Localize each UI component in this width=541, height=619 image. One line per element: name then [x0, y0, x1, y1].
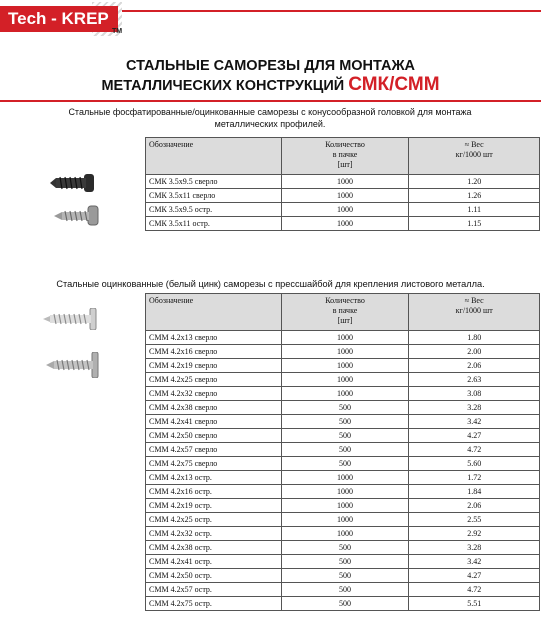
white-zinc-screw-drill-image — [40, 308, 102, 330]
header-quantity-line3: [шт] — [337, 316, 353, 325]
cell-designation: СММ 4.2х13 остр. — [146, 471, 282, 485]
cell-weight: 2.06 — [409, 359, 540, 373]
table-row — [146, 583, 540, 597]
table-row — [146, 471, 540, 485]
smm-spec-table — [145, 293, 540, 611]
cell-weight: 4.72 — [409, 583, 540, 597]
cell-weight: 4.27 — [409, 429, 540, 443]
cell-designation: СММ 4.2х25 остр. — [146, 513, 282, 527]
table-row — [146, 513, 540, 527]
cell-quantity: 1000 — [281, 373, 409, 387]
cell-designation: СМК 3.5х9.5 сверло — [146, 175, 282, 189]
table-header-row — [146, 138, 540, 175]
table-row — [146, 345, 540, 359]
cell-weight: 2.55 — [409, 513, 540, 527]
header-designation: Обозначение — [146, 138, 282, 175]
cell-designation: СММ 4.2х75 сверло — [146, 457, 282, 471]
cell-quantity: 1000 — [281, 485, 409, 499]
header-quantity — [281, 138, 409, 175]
cell-designation: СММ 4.2х38 сверло — [146, 401, 282, 415]
table-row — [146, 485, 540, 499]
table-row — [146, 499, 540, 513]
cell-weight: 1.26 — [409, 189, 540, 203]
cell-quantity: 500 — [281, 583, 409, 597]
header-weight-line1: ≈ Вес — [464, 296, 484, 305]
cell-designation: СММ 4.2х57 остр. — [146, 583, 282, 597]
cell-quantity: 1000 — [281, 189, 409, 203]
cell-quantity: 1000 — [281, 359, 409, 373]
cell-weight: 2.92 — [409, 527, 540, 541]
cell-designation: СММ 4.2х57 сверло — [146, 443, 282, 457]
cell-designation: СММ 4.2х41 остр. — [146, 555, 282, 569]
header-quantity-line2: в пачке — [332, 306, 358, 315]
cell-weight: 3.28 — [409, 541, 540, 555]
title-rule — [0, 100, 541, 102]
table-row — [146, 175, 540, 189]
cell-weight: 1.15 — [409, 217, 540, 231]
header-stripe — [122, 10, 541, 12]
cell-quantity: 1000 — [281, 471, 409, 485]
white-zinc-screw-point-image — [44, 352, 102, 378]
header-quantity-line1: Количество — [325, 140, 365, 149]
cell-weight: 2.00 — [409, 345, 540, 359]
section1-description — [30, 106, 510, 130]
section1-desc-line1: Стальные фосфатированные/оцинкованные саморезы с конусообразной головкой для монтажа — [68, 107, 472, 117]
header-weight-line1: ≈ Вес — [464, 140, 484, 149]
table-row — [146, 555, 540, 569]
table-header-row — [146, 294, 540, 331]
page-title-accent: СМК/СММ — [348, 74, 440, 95]
cell-designation: СММ 4.2х25 сверло — [146, 373, 282, 387]
cell-quantity: 1000 — [281, 499, 409, 513]
cell-weight: 3.42 — [409, 555, 540, 569]
cell-designation: СММ 4.2х41 сверло — [146, 415, 282, 429]
cell-weight: 3.42 — [409, 415, 540, 429]
brand-header — [0, 0, 541, 44]
cell-weight: 2.06 — [409, 499, 540, 513]
table-row — [146, 373, 540, 387]
table-row — [146, 387, 540, 401]
cell-designation: СММ 4.2х16 сверло — [146, 345, 282, 359]
cell-quantity: 500 — [281, 401, 409, 415]
table-row — [146, 527, 540, 541]
cell-weight: 5.51 — [409, 597, 540, 611]
brand-logo: Tech - KREP — [0, 6, 118, 32]
cell-weight: 1.80 — [409, 331, 540, 345]
cell-quantity: 500 — [281, 429, 409, 443]
smm-table-body — [146, 331, 540, 611]
page-title-line2 — [0, 74, 541, 96]
header-quantity-line1: Количество — [325, 296, 365, 305]
cell-designation: СММ 4.2х32 сверло — [146, 387, 282, 401]
table-row — [146, 415, 540, 429]
table-row — [146, 457, 540, 471]
cell-quantity: 1000 — [281, 175, 409, 189]
table-row — [146, 189, 540, 203]
section2-description: Стальные оцинкованные (белый цинк) саморезы с прессшайбой для крепления листового металла. — [56, 279, 485, 289]
cell-quantity: 500 — [281, 457, 409, 471]
cell-designation: СМК 3.5х11 сверло — [146, 189, 282, 203]
cell-quantity: 500 — [281, 597, 409, 611]
cell-quantity: 1000 — [281, 513, 409, 527]
cell-weight: 3.08 — [409, 387, 540, 401]
cell-designation: СММ 4.2х50 остр. — [146, 569, 282, 583]
cell-weight: 5.60 — [409, 457, 540, 471]
page-title-line2-text: МЕТАЛЛИЧЕСКИХ КОНСТРУКЦИЙ — [101, 78, 349, 94]
cell-designation: СММ 4.2х16 остр. — [146, 485, 282, 499]
page-title-line1: СТАЛЬНЫЕ САМОРЕЗЫ ДЛЯ МОНТАЖА — [125, 58, 416, 74]
header-weight-line2: кг/1000 шт — [455, 150, 493, 159]
table-row — [146, 597, 540, 611]
header-quantity-line3: [шт] — [337, 160, 353, 169]
cell-designation: СММ 4.2х75 остр. — [146, 597, 282, 611]
cell-quantity: 1000 — [281, 217, 409, 231]
brand-trademark: TM — [112, 28, 123, 35]
table-row — [146, 541, 540, 555]
cell-quantity: 500 — [281, 555, 409, 569]
header-weight — [409, 138, 540, 175]
cell-quantity: 1000 — [281, 331, 409, 345]
cell-quantity: 500 — [281, 443, 409, 457]
cell-designation: СММ 4.2х32 остр. — [146, 527, 282, 541]
cell-weight: 1.20 — [409, 175, 540, 189]
cell-designation: СММ 4.2х38 остр. — [146, 541, 282, 555]
table-row — [146, 331, 540, 345]
header-designation: Обозначение — [146, 294, 282, 331]
table-row — [146, 443, 540, 457]
cell-quantity: 1000 — [281, 203, 409, 217]
cell-designation: СММ 4.2х13 сверло — [146, 331, 282, 345]
cell-weight: 3.28 — [409, 401, 540, 415]
cell-quantity: 1000 — [281, 345, 409, 359]
table-row — [146, 359, 540, 373]
table-row — [146, 569, 540, 583]
cell-weight: 2.63 — [409, 373, 540, 387]
header-quantity — [281, 294, 409, 331]
section1-desc-line2: металлических профилей. — [214, 119, 326, 129]
grey-screw-point-image — [52, 205, 102, 227]
cell-weight: 4.27 — [409, 569, 540, 583]
header-weight — [409, 294, 540, 331]
cell-weight: 1.11 — [409, 203, 540, 217]
cell-quantity: 500 — [281, 415, 409, 429]
cell-weight: 1.72 — [409, 471, 540, 485]
smk-spec-table — [145, 137, 540, 231]
table-row — [146, 401, 540, 415]
header-quantity-line2: в пачке — [332, 150, 358, 159]
cell-quantity: 1000 — [281, 527, 409, 541]
cell-weight: 1.84 — [409, 485, 540, 499]
cell-designation: СМК 3.5х11 остр. — [146, 217, 282, 231]
cell-quantity: 1000 — [281, 387, 409, 401]
smk-table-body — [146, 175, 540, 231]
cell-designation: СМК 3.5х9.5 остр. — [146, 203, 282, 217]
cell-quantity: 500 — [281, 541, 409, 555]
black-screw-drill-image — [48, 172, 98, 194]
cell-weight: 4.72 — [409, 443, 540, 457]
table-row — [146, 217, 540, 231]
cell-designation: СММ 4.2х19 сверло — [146, 359, 282, 373]
table-row — [146, 203, 540, 217]
cell-designation: СММ 4.2х19 остр. — [146, 499, 282, 513]
table-row — [146, 429, 540, 443]
cell-quantity: 500 — [281, 569, 409, 583]
header-weight-line2: кг/1000 шт — [455, 306, 493, 315]
cell-designation: СММ 4.2х50 сверло — [146, 429, 282, 443]
